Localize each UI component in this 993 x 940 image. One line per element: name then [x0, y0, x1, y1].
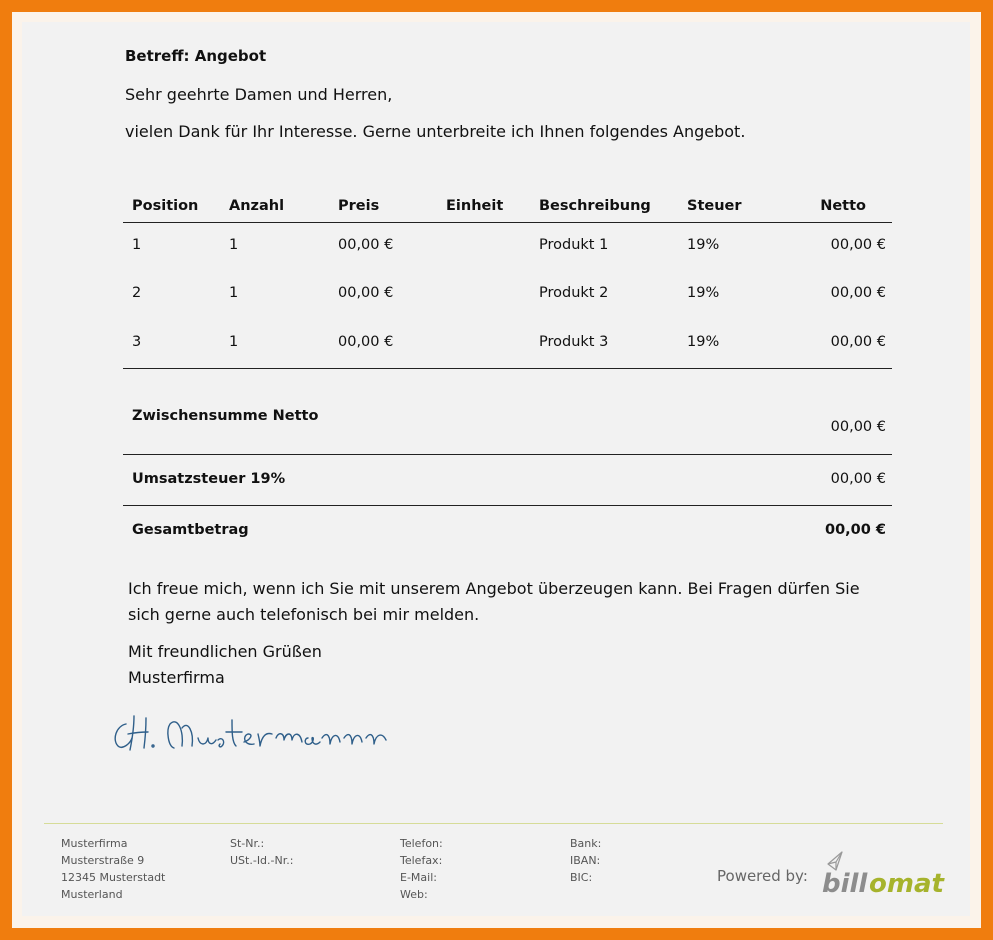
row3-position: 3 — [132, 334, 142, 350]
col-header-preis: Preis — [338, 198, 380, 214]
row1-netto: 00,00 € — [830, 237, 886, 253]
footer-bank: Bank: — [570, 837, 602, 850]
powered-by-label: Powered by: — [717, 867, 808, 885]
row3-anzahl: 1 — [229, 334, 239, 350]
row1-preis: 00,00 € — [338, 237, 394, 253]
total-label: Gesamtbetrag — [132, 522, 249, 538]
total-value: 00,00 € — [824, 522, 886, 538]
document-page — [22, 22, 970, 916]
row2-position: 2 — [132, 285, 142, 301]
footer-bank-block — [570, 835, 601, 886]
footer-vat-id: USt.-Id.-Nr.: — [230, 854, 294, 867]
footer-bic: BIC: — [570, 871, 593, 884]
footer-city: 12345 Musterstadt — [61, 871, 166, 884]
subtotal-value: 00,00 € — [830, 419, 886, 435]
footer-rule — [44, 823, 943, 824]
table-header-rule — [123, 222, 892, 223]
col-header-position: Position — [132, 198, 199, 214]
row3-preis: 00,00 € — [338, 334, 394, 350]
row1-position: 1 — [132, 237, 142, 253]
subtotal-rule — [123, 454, 892, 455]
footer-phone: Telefon: — [400, 837, 443, 850]
logo-wordmark-omat: omat — [869, 869, 944, 896]
footer-fax: Telefax: — [400, 854, 443, 867]
vat-rule — [123, 505, 892, 506]
col-header-steuer: Steuer — [687, 198, 742, 214]
subtotal-label: Zwischensumme Netto — [132, 408, 319, 424]
col-header-anzahl: Anzahl — [229, 198, 285, 214]
col-header-netto: Netto — [820, 198, 866, 214]
row2-preis: 00,00 € — [338, 285, 394, 301]
row3-beschreibung: Produkt 3 — [539, 334, 609, 350]
regards-block — [128, 639, 322, 691]
row1-steuer: 19% — [687, 237, 720, 253]
vat-value: 00,00 € — [830, 471, 886, 487]
paper-plane-icon — [828, 852, 842, 870]
regards-line: Mit freundlichen Grüßen — [128, 642, 322, 661]
row1-anzahl: 1 — [229, 237, 239, 253]
table-bottom-rule — [123, 368, 892, 369]
row2-anzahl: 1 — [229, 285, 239, 301]
subject-line: Betreff: Angebot — [125, 47, 267, 65]
row3-netto: 00,00 € — [830, 334, 886, 350]
row2-beschreibung: Produkt 2 — [539, 285, 609, 301]
company-name: Musterfirma — [128, 668, 225, 687]
col-header-einheit: Einheit — [446, 198, 504, 214]
greeting: Sehr geehrte Damen und Herren, — [125, 85, 393, 104]
closing-text: Ich freue mich, wenn ich Sie mit unserem Angebot überzeugen kann. Bei Fragen dürfen Sie sich gerne auch telefonisch bei mir melden. — [128, 579, 860, 624]
footer-country: Musterland — [61, 888, 123, 901]
col-header-beschreibung: Beschreibung — [539, 198, 651, 214]
row3-steuer: 19% — [687, 334, 720, 350]
footer-company: Musterfirma — [61, 837, 128, 850]
footer-email: E-Mail: — [400, 871, 437, 884]
row1-beschreibung: Produkt 1 — [539, 237, 609, 253]
row2-steuer: 19% — [687, 285, 720, 301]
billomat-logo — [806, 850, 946, 896]
footer-tax-number: St-Nr.: — [230, 837, 265, 850]
footer-company-block — [61, 835, 165, 903]
footer-iban: IBAN: — [570, 854, 601, 867]
footer-street: Musterstraße 9 — [61, 854, 145, 867]
logo-wordmark-bill: bill — [822, 869, 868, 896]
vat-label: Umsatzsteuer 19% — [132, 471, 286, 487]
handwritten-signature — [108, 702, 408, 762]
row2-netto: 00,00 € — [830, 285, 886, 301]
footer-contact-block — [400, 835, 443, 903]
footer-web: Web: — [400, 888, 428, 901]
footer-tax-block — [230, 835, 293, 869]
intro-text: vielen Dank für Ihr Interesse. Gerne unterbreite ich Ihnen folgendes Angebot. — [125, 122, 746, 141]
